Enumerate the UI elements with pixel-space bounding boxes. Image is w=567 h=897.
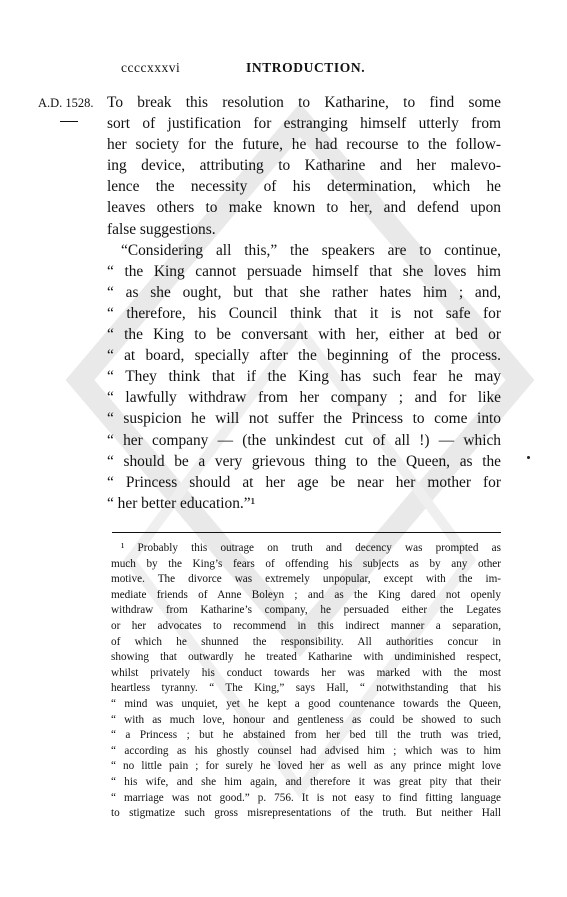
text-line: lence the necessity of his determination, which he (107, 178, 501, 196)
text-line: “ her better education.”¹ (107, 494, 256, 512)
text-line: To break this resolution to Katharine, to find some (107, 94, 501, 111)
text-line: “ Princess should at her age be near her mother for (107, 473, 501, 491)
text-line: “ the King cannot persuade himself that she loves him (107, 262, 501, 280)
footnote-line: “ mind was unquiet, yet he kept a good countenance towards the Queen, (111, 697, 501, 710)
text-line: “ as she ought, but that she rather hates him ; and, (107, 283, 501, 301)
footnote-rule (112, 532, 501, 533)
text-line: “ her company — (the unkindest cut of all !) — which (107, 431, 501, 449)
text-line: “ suspicion he will not suffer the Princess to come into (107, 410, 501, 428)
footnote-line: “ no little pain ; for surely he loved her as well as any prince might love (111, 760, 501, 773)
footnote-line: withdraw from Katharine’s company, he persuaded either the Legates (111, 604, 501, 617)
text-line: “ at board, specially after the beginning of the process. (107, 347, 501, 365)
margin-rule (60, 121, 78, 122)
footnote-line: “ with as much love, honour and gentleness as could be showed to such (111, 713, 501, 726)
text-line: “ should be a very grievous thing to the Queen, as the (107, 452, 501, 470)
text-line: “ the King to be conversant with her, either at bed or (107, 326, 501, 344)
footnote-line: ¹ Probably this outrage on truth and decency was prompted as (121, 542, 501, 554)
footnote-line: “ a Princess ; but he abstained from her bed till the truth was tried, (111, 729, 501, 742)
footnote-line: much by the King’s fears of offending his subjects as by any other (111, 557, 501, 570)
footnote-line: “ according as his ghostly counsel had advised him ; which was to him (111, 744, 501, 757)
footnote (111, 541, 501, 822)
text-line: false suggestions. (107, 220, 216, 238)
footnote-line: “ his wife, and she him again, and therefore it was great pity that their (111, 775, 501, 788)
footnote-line: mediate friends of Anne Boleyn ; and as the King dared not openly (111, 588, 501, 601)
footnote-line: to stigmatize such gross misrepresentations of the truth. But neither Hall (111, 807, 501, 820)
footnote-line: whilst privately his conduct towards her was marked with the most (111, 666, 501, 679)
text-line: “ lawfully withdraw from her company ; and for like (107, 389, 501, 407)
page-header (121, 60, 501, 78)
text-line: leaves others to make known to her, and defend upon (107, 199, 501, 217)
text-line: sort of justification for estranging himself utterly from (107, 115, 501, 133)
footnote-line: showing that outwardly he treated Katharine with undiminished respect, (111, 651, 501, 664)
text-line: “ therefore, his Council think that it is not safe for (107, 304, 501, 322)
running-title: INTRODUCTION. (246, 60, 366, 75)
footnote-line: motive. The divorce was extremely unpopular, except with the im- (111, 573, 501, 586)
text-line: “Considering all this,” the speakers are to continue, (121, 241, 501, 259)
text-line: ing device, attributing to Katharine and her malevo- (107, 157, 501, 175)
footnote-line: heartless tyranny. “ The King,” says Hall, “ notwithstanding that his (111, 682, 501, 695)
page-folio: ccccxxxvi (121, 60, 181, 75)
margin-date-note: A.D. 1528. (38, 96, 94, 110)
footnote-line: “ marriage was not good.” p. 756. It is not easy to find fitting language (111, 791, 501, 804)
text-line: “ They think that if the King has such fear he may (107, 368, 501, 386)
ink-speck (527, 456, 530, 459)
footnote-line: or her advocates to recommend in this indirect manner a separation, (111, 619, 501, 632)
footnote-line: of which he shunned the responsibility. All authorities concur in (111, 635, 501, 648)
main-text (107, 92, 501, 514)
text-line: her society for the future, he had recourse to the follow- (107, 136, 501, 154)
